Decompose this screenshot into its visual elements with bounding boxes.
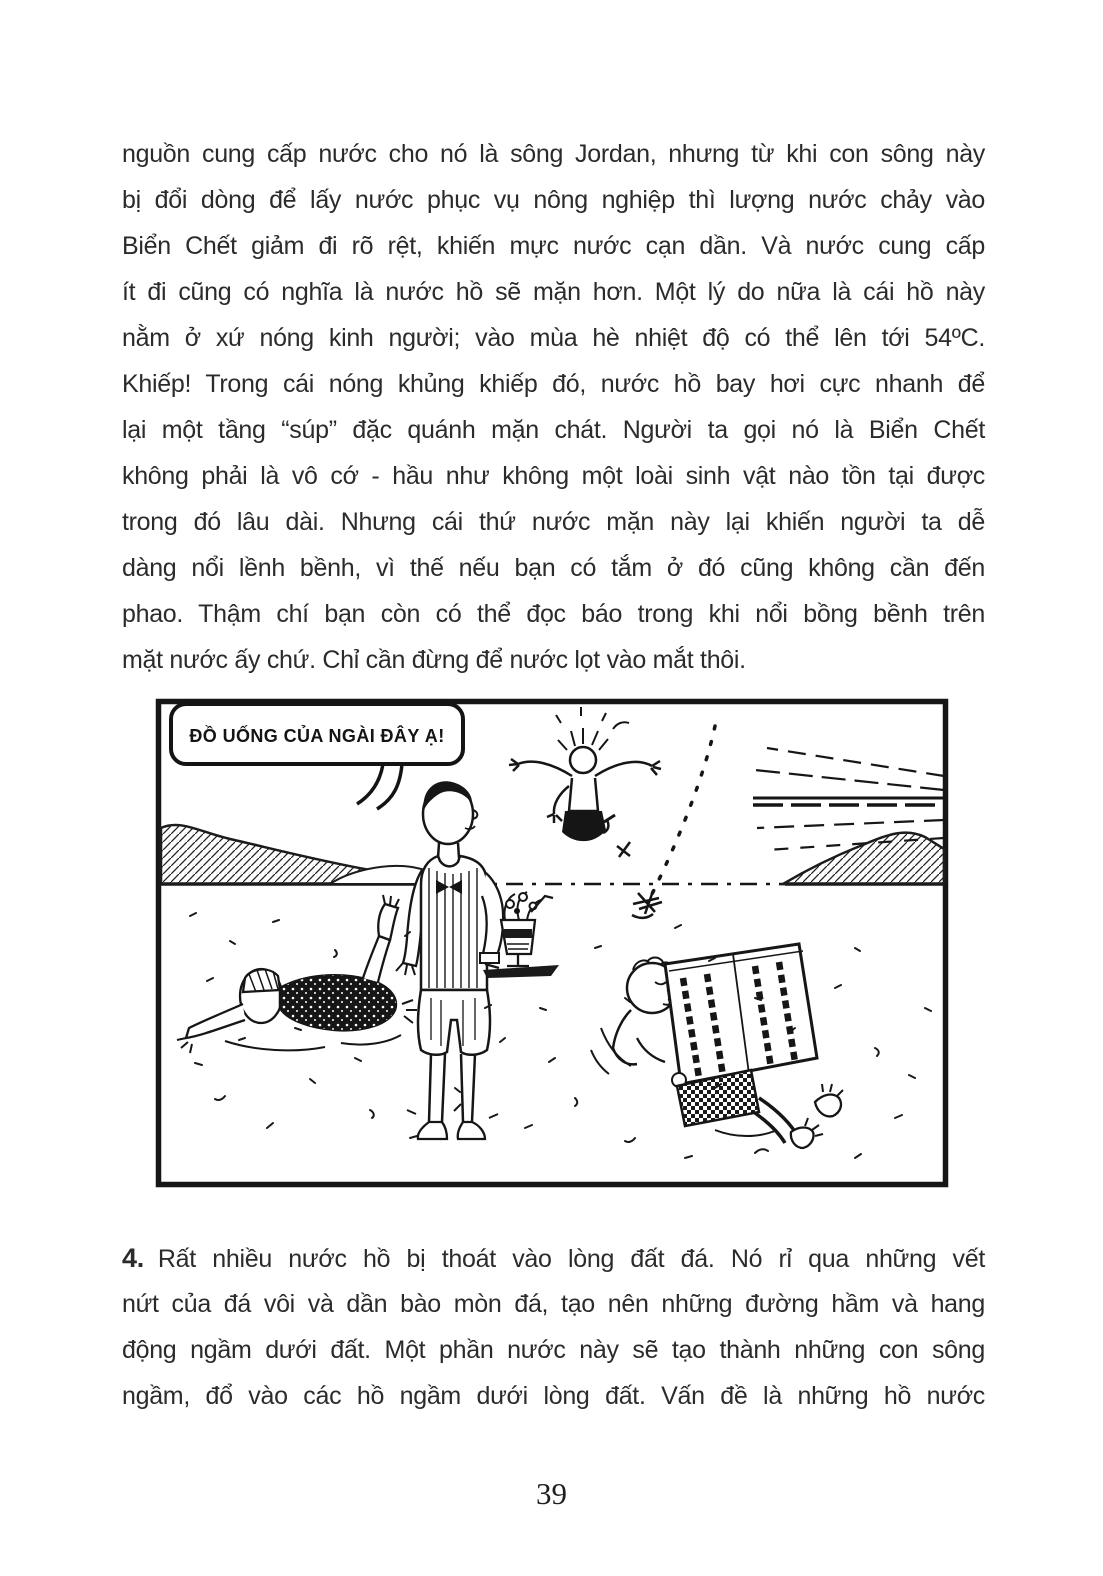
text-line: nguồn cung cấp nước cho nó là sông Jordan, nhưng từ khi con sông này bbox=[122, 140, 985, 168]
page-number: 39 bbox=[536, 1476, 567, 1511]
text-line: nứt của đá vôi và dần bào mòn đá, tạo nên những đường hầm và hang bbox=[122, 1290, 985, 1318]
text-line bbox=[122, 1235, 985, 1281]
text-line: động ngầm dưới đất. Một phần nước này sẽ tạo thành những con sông bbox=[122, 1336, 985, 1364]
text-line: phao. Thậm chí bạn còn có thể đọc báo trong khi nổi bồng bềnh trên bbox=[122, 600, 985, 628]
text-line: không phải là vô cớ - hầu như không một loài sinh vật nào tồn tại được bbox=[122, 462, 985, 490]
text-line: trong đó lâu dài. Nhưng cái thứ nước mặn này lại khiến người ta dễ bbox=[122, 508, 985, 536]
text-line: ngầm, đổ vào các hồ ngầm dưới lòng đất. Vấn đề là những hồ nước bbox=[122, 1382, 985, 1410]
paragraph-1 bbox=[122, 131, 985, 683]
text-line: nằm ở xứ nóng kinh người; vào mùa hè nhiệt độ có thể lên tới 54ºC. bbox=[122, 324, 985, 352]
speech-bubble-text: ĐỒ UỐNG CỦA NGÀI ĐÂY Ạ! bbox=[189, 726, 445, 746]
text-line: dàng nổi lềnh bềnh, vì thế nếu bạn có tắm ở đó cũng không cần đến bbox=[122, 554, 985, 582]
text-line: bị đổi dòng để lấy nước phục vụ nông nghiệp thì lượng nước chảy vào bbox=[122, 186, 985, 214]
text-line: Biển Chết giảm đi rõ rệt, khiến mực nước cạn dần. Và nước cung cấp bbox=[122, 232, 985, 260]
list-number: 4. bbox=[122, 1243, 144, 1273]
text-line: lại một tầng “súp” đặc quánh mặn chát. Người ta gọi nó là Biển Chết bbox=[122, 416, 985, 444]
dead-sea-cartoon bbox=[155, 698, 950, 1190]
text-line: Khiếp! Trong cái nóng khủng khiếp đó, nước hồ bay hơi cực nhanh để bbox=[122, 370, 985, 398]
paragraph-4 bbox=[122, 1235, 985, 1419]
text-line-content: Rất nhiều nước hồ bị thoát vào lòng đất đá. Nó rỉ qua những vết bbox=[157, 1245, 985, 1273]
cartoon-illustration bbox=[155, 698, 950, 1190]
text-line: ít đi cũng có nghĩa là nước hồ sẽ mặn hơn. Một lý do nữa là cái hồ này bbox=[122, 278, 985, 306]
text-line: mặt nước ấy chứ. Chỉ cần đừng để nước lọt vào mắt thôi. bbox=[122, 646, 746, 674]
